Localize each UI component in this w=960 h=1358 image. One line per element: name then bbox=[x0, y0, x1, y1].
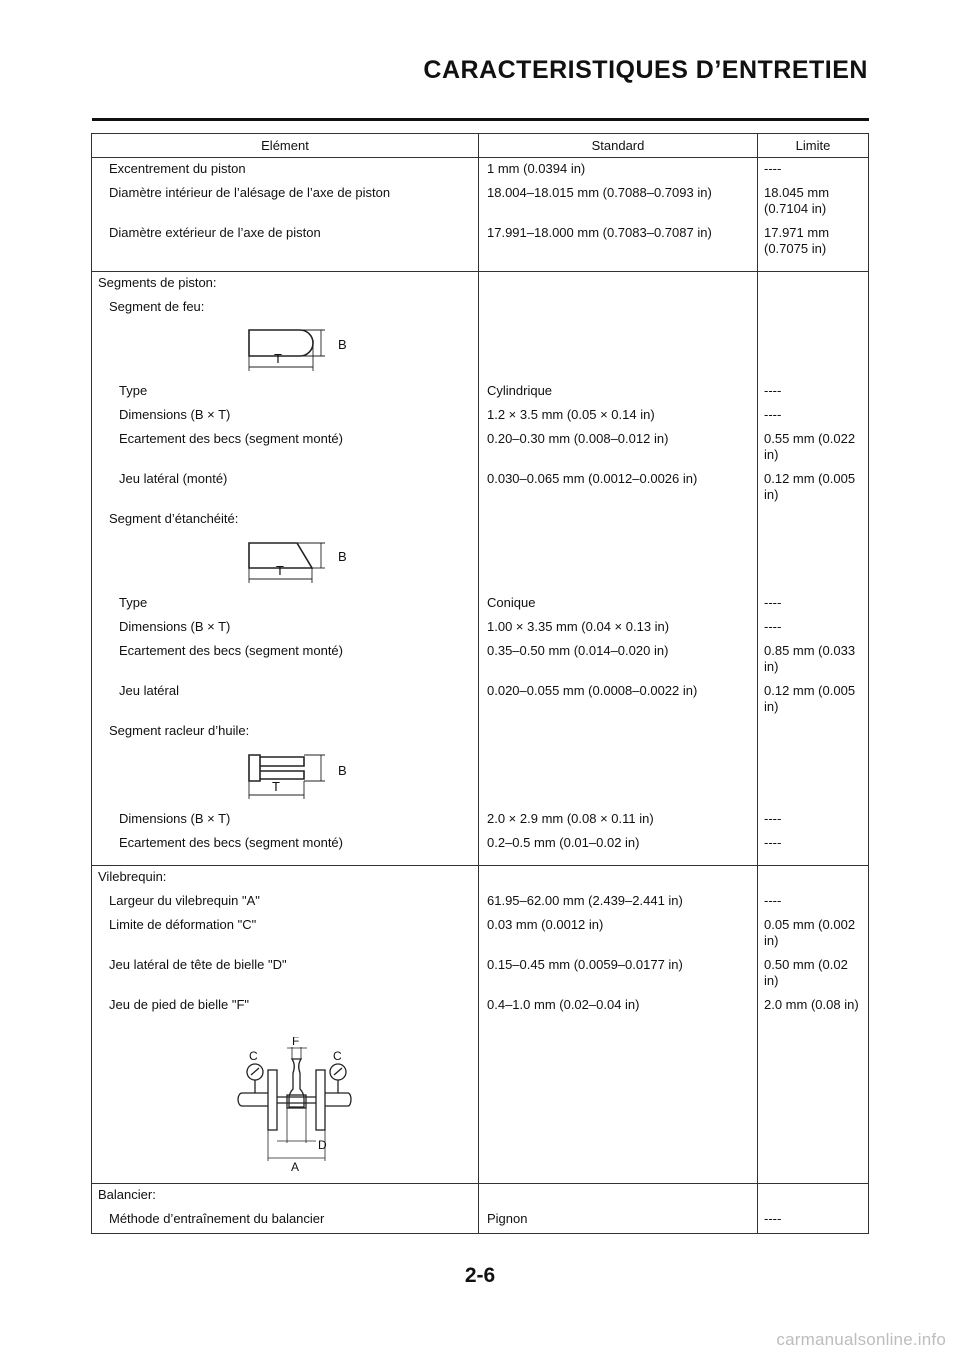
standard-cell: 2.0 × 2.9 mm (0.08 × 0.11 in) bbox=[487, 811, 654, 826]
standard-cell: 18.004–18.015 mm (0.7088–0.7093 in) bbox=[487, 185, 712, 200]
page-number: 2-6 bbox=[464, 1264, 496, 1287]
limit-cell: ---- bbox=[764, 619, 782, 634]
limit-cell: ---- bbox=[764, 893, 782, 908]
item-cell: Dimensions (B × T) bbox=[119, 811, 231, 826]
item-cell: Dimensions (B × T) bbox=[119, 407, 231, 422]
limit-cell: 17.971 mm (0.7075 in) bbox=[764, 225, 830, 256]
fig-label-a: A bbox=[291, 1160, 300, 1174]
item-cell: Limite de déformation "C" bbox=[109, 917, 257, 932]
limit-cell: 0.12 mm (0.005 in) bbox=[764, 683, 856, 714]
standard-cell: 0.35–0.50 mm (0.014–0.020 in) bbox=[487, 643, 669, 658]
limit-cell: 0.05 mm (0.002 in) bbox=[764, 917, 856, 948]
standard-cell: 0.15–0.45 mm (0.0059–0.0177 in) bbox=[487, 957, 683, 972]
page-title: CARACTERISTIQUES D’ENTRETIEN bbox=[423, 56, 868, 84]
fig-label-c-left: C bbox=[249, 1049, 258, 1063]
subsection-heading: Segment d’étanchéité: bbox=[109, 511, 239, 526]
title-rule bbox=[92, 118, 869, 121]
fig-label-b: B bbox=[338, 337, 347, 352]
item-cell: Jeu de pied de bielle "F" bbox=[109, 997, 250, 1012]
balancer-section bbox=[92, 1184, 868, 1233]
standard-cell: Conique bbox=[487, 595, 536, 610]
standard-cell: 1.00 × 3.35 mm (0.04 × 0.13 in) bbox=[487, 619, 670, 634]
watermark[interactable]: carmanualsonline.info bbox=[776, 1330, 946, 1349]
fig-label-c-right: C bbox=[333, 1049, 342, 1063]
limit-cell: ---- bbox=[764, 383, 782, 398]
standard-cell: 0.030–0.065 mm (0.0012–0.0026 in) bbox=[487, 471, 698, 486]
limit-cell: ---- bbox=[764, 835, 782, 850]
standard-cell: 0.2–0.5 mm (0.01–0.02 in) bbox=[487, 835, 640, 850]
limit-cell: ---- bbox=[764, 1211, 782, 1226]
fig-label-t: T bbox=[276, 563, 284, 578]
table-header bbox=[92, 134, 868, 158]
limit-cell: 0.50 mm (0.02 in) bbox=[764, 957, 848, 988]
item-cell: Diamètre intérieur de l’alésage de l’axe de piston bbox=[109, 185, 391, 200]
item-cell: Ecartement des becs (segment monté) bbox=[119, 835, 343, 850]
item-cell: Jeu latéral de tête de bielle "D" bbox=[109, 957, 287, 972]
limit-cell: 0.85 mm (0.033 in) bbox=[764, 643, 856, 674]
fig-label-t: T bbox=[272, 779, 280, 794]
piston-section bbox=[92, 158, 868, 272]
header-standard: Standard bbox=[479, 134, 758, 157]
standard-cell: 0.20–0.30 mm (0.008–0.012 in) bbox=[487, 431, 669, 446]
section-heading: Vilebrequin: bbox=[98, 869, 167, 884]
standard-cell: 1 mm (0.0394 in) bbox=[487, 161, 586, 176]
limit-cell: 18.045 mm (0.7104 in) bbox=[764, 185, 830, 216]
standard-cell: Pignon bbox=[487, 1211, 528, 1226]
item-cell: Jeu latéral (monté) bbox=[119, 471, 228, 486]
standard-cell: 0.03 mm (0.0012 in) bbox=[487, 917, 604, 932]
oil-ring-figure bbox=[92, 747, 478, 803]
crankshaft-section bbox=[92, 866, 868, 1184]
item-cell: Ecartement des becs (segment monté) bbox=[119, 643, 343, 658]
item-cell: Diamètre extérieur de l’axe de piston bbox=[109, 225, 321, 240]
standard-cell: 1.2 × 3.5 mm (0.05 × 0.14 in) bbox=[487, 407, 655, 422]
top-ring-figure bbox=[92, 323, 478, 375]
limit-cell: ---- bbox=[764, 407, 782, 422]
item-cell: Excentrement du piston bbox=[109, 161, 246, 176]
limit-cell: 0.55 mm (0.022 in) bbox=[764, 431, 856, 462]
item-cell: Type bbox=[119, 383, 148, 398]
fig-label-d: D bbox=[318, 1138, 327, 1152]
item-cell: Jeu latéral bbox=[119, 683, 179, 698]
section-heading: Balancier: bbox=[98, 1187, 156, 1202]
subsection-heading: Segment racleur d’huile: bbox=[109, 723, 250, 738]
spec-table bbox=[91, 133, 869, 1234]
limit-cell: 2.0 mm (0.08 in) bbox=[764, 997, 859, 1012]
header-limit: Limite bbox=[795, 138, 831, 153]
item-cell: Largeur du vilebrequin "A" bbox=[109, 893, 260, 908]
crankshaft-figure bbox=[92, 1037, 478, 1177]
standard-cell: 0.4–1.0 mm (0.02–0.04 in) bbox=[487, 997, 640, 1012]
header-element: Elément bbox=[92, 134, 479, 157]
limit-cell: ---- bbox=[764, 595, 782, 610]
standard-cell: 61.95–62.00 mm (2.439–2.441 in) bbox=[487, 893, 683, 908]
item-cell: Dimensions (B × T) bbox=[119, 619, 231, 634]
subsection-heading: Segment de feu: bbox=[109, 299, 205, 314]
fig-label-f: F bbox=[292, 1037, 300, 1048]
limit-cell: 0.12 mm (0.005 in) bbox=[764, 471, 856, 502]
item-cell: Type bbox=[119, 595, 148, 610]
standard-cell: Cylindrique bbox=[487, 383, 553, 398]
item-cell: Ecartement des becs (segment monté) bbox=[119, 431, 343, 446]
fig-label-t: T bbox=[274, 351, 282, 366]
standard-cell: 0.020–0.055 mm (0.0008–0.0022 in) bbox=[487, 683, 698, 698]
item-cell: Méthode d’entraînement du balancier bbox=[109, 1211, 325, 1226]
fig-label-b: B bbox=[338, 549, 347, 564]
limit-cell: ---- bbox=[764, 161, 782, 176]
piston-rings-section bbox=[92, 272, 868, 866]
limit-cell: ---- bbox=[764, 811, 782, 826]
fig-label-b: B bbox=[338, 763, 347, 778]
standard-cell: 17.991–18.000 mm (0.7083–0.7087 in) bbox=[487, 225, 712, 240]
section-heading: Segments de piston: bbox=[98, 275, 217, 290]
second-ring-figure bbox=[92, 535, 478, 587]
